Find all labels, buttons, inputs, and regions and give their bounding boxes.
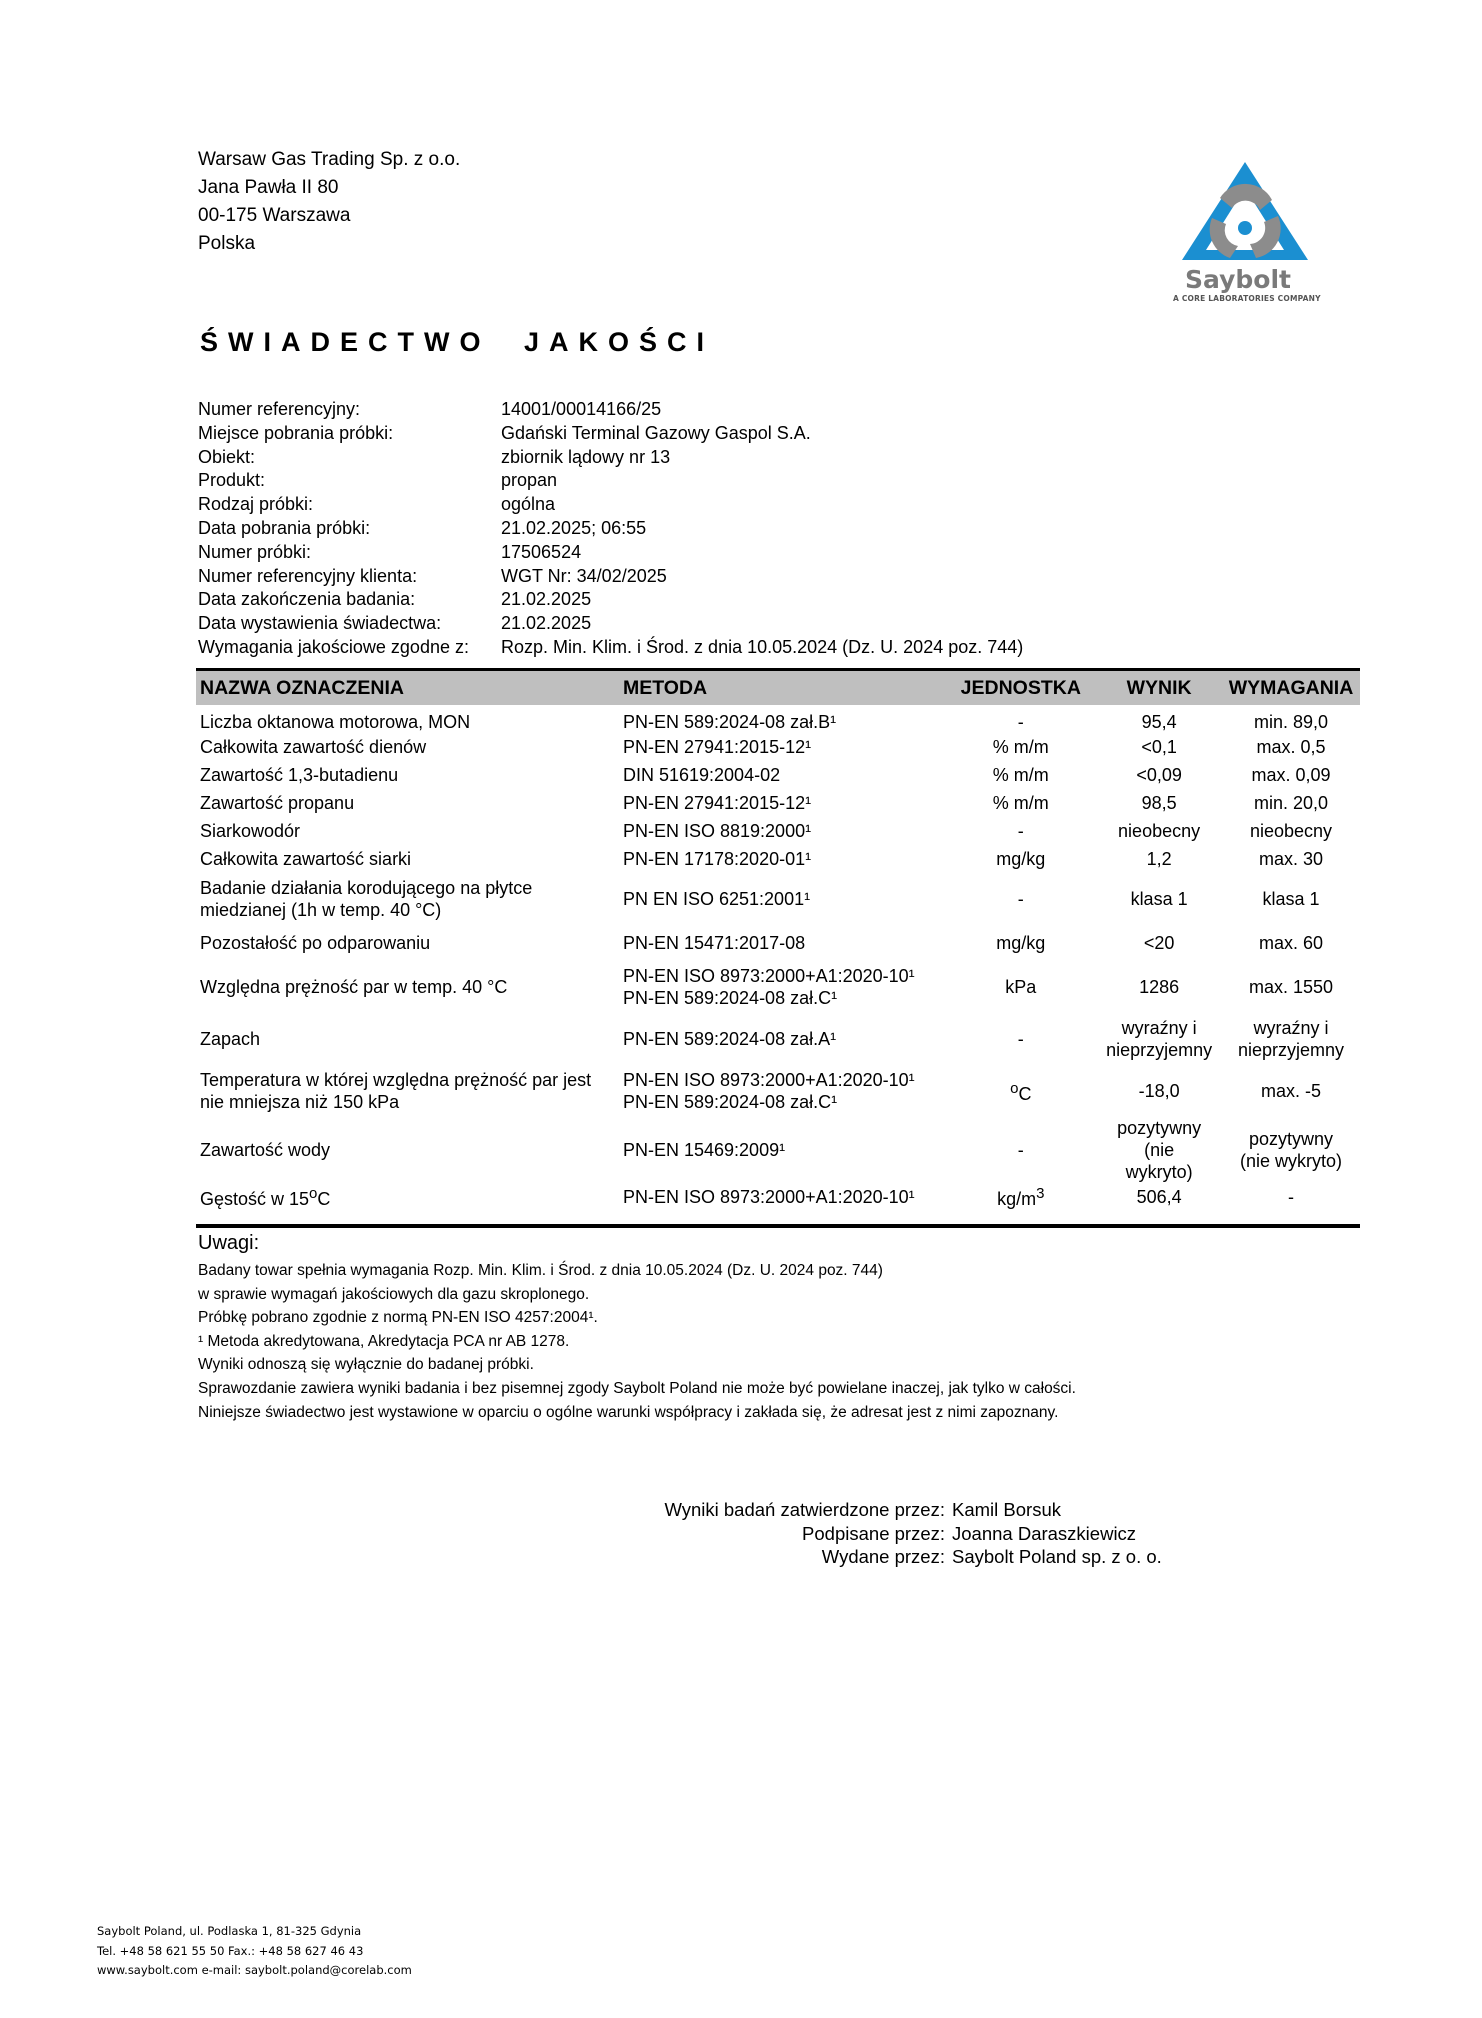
saybolt-triangle-icon [1160, 158, 1330, 270]
signature-label: Wydane przez: [821, 1546, 945, 1567]
test-name-line: nie mniejsza niż 150 kPa [200, 1092, 400, 1112]
test-result: 1286 [1139, 977, 1180, 997]
name-text: Gęstość w 15 [200, 1189, 310, 1209]
table-row [196, 873, 1360, 925]
test-name [196, 873, 619, 925]
test-method: PN-EN ISO 8819:2000¹ [622, 821, 812, 841]
meta-label: Numer próbki: [198, 541, 312, 562]
meta-value: propan [501, 470, 558, 491]
requirement-line: (nie wykryto) [1240, 1151, 1343, 1171]
unit-superscript: o [1010, 1079, 1019, 1097]
test-unit: - [1017, 889, 1024, 909]
remark-line: Badany towar spełnia wymagania Rozp. Min. Klim. i Środ. z dnia 10.05.2024 (Dz. U. 2024 poz. 744) [198, 1262, 883, 1279]
test-name: Zapach [200, 1029, 261, 1049]
test-unit: % m/m [992, 737, 1049, 757]
test-name: Zawartość 1,3-butadienu [200, 765, 399, 785]
test-result: <20 [1143, 933, 1175, 953]
meta-value: Gdański Terminal Gazowy Gaspol S.A. [501, 422, 811, 443]
requirement-line: wyraźny i [1253, 1018, 1329, 1038]
meta-label: Rodzaj próbki: [198, 494, 314, 515]
meta-value: zbiornik lądowy nr 13 [501, 446, 671, 467]
remark-line: Niniejsze świadectwo jest wystawione w oparciu o ogólne warunki współpracy i zakłada się, że adresat jest z nimi zapoznany. [198, 1403, 1059, 1421]
test-requirement: max. 30 [1259, 849, 1324, 869]
meta-label: Produkt: [198, 470, 266, 491]
meta-value: 21.02.2025 [501, 589, 592, 610]
meta-label: Data pobrania próbki: [198, 517, 371, 538]
meta-label: Data zakończenia badania: [198, 589, 416, 610]
table-row [196, 761, 1360, 789]
result-line: nieprzyjemny [1106, 1040, 1213, 1060]
remark-line: ¹ Metoda akredytowana, Akredytacja PCA nr AB 1278. [198, 1332, 570, 1350]
signature-values [952, 1498, 1162, 1569]
meta-value: 21.02.2025; 06:55 [501, 517, 647, 538]
test-method: PN-EN 17178:2020-01¹ [622, 849, 812, 869]
test-unit: % m/m [992, 765, 1049, 785]
test-method: PN-EN 15469:2009¹ [622, 1140, 786, 1160]
test-method: PN-EN 589:2024-08 zał.B¹ [622, 712, 837, 732]
test-name: Względna prężność par w temp. 40 °C [200, 977, 508, 997]
test-result: klasa 1 [1130, 889, 1188, 909]
test-result: 1,2 [1146, 849, 1172, 869]
saybolt-logo [1160, 158, 1330, 308]
table-row [196, 705, 1360, 733]
meta-value: ogólna [501, 494, 556, 515]
test-name-line: Temperatura w której względna prężność par jest [200, 1070, 592, 1090]
test-result: -18,0 [1138, 1081, 1180, 1101]
test-method: PN EN ISO 6251:2001¹ [622, 889, 811, 909]
test-method: PN-EN 27941:2015-12¹ [622, 737, 812, 757]
test-unit: - [1017, 821, 1024, 841]
table-row [196, 961, 1360, 1013]
signature-label: Wyniki badań zatwierdzone przez: [664, 1499, 945, 1520]
test-unit: mg/kg [996, 933, 1046, 953]
test-name [196, 1183, 619, 1226]
address-line: 00-175 Warszawa [198, 205, 351, 226]
signature-value: Kamil Borsuk [952, 1499, 1061, 1520]
signature-value: Joanna Daraszkiewicz [952, 1522, 1137, 1544]
test-unit: - [1017, 712, 1024, 732]
column-header: NAZWA OZNACZENIA [196, 670, 619, 706]
meta-label: Wymagania jakościowe zgodne z: [198, 636, 469, 657]
test-requirement: nieobecny [1249, 821, 1333, 841]
method-line: PN-EN ISO 8973:2000+A1:2020-10¹ [622, 966, 915, 986]
recipient-address [198, 146, 460, 258]
test-requirement [1222, 1013, 1360, 1065]
signature-value: Saybolt Poland sp. z o. o. [952, 1546, 1162, 1567]
name-text: C [317, 1189, 331, 1209]
signature-labels [640, 1498, 945, 1569]
table-row [196, 789, 1360, 817]
unit-text: C [1018, 1083, 1032, 1104]
test-requirement: min. 89,0 [1253, 712, 1329, 732]
method-line: PN-EN 589:2024-08 zał.C¹ [622, 988, 838, 1008]
table-row [196, 733, 1360, 761]
meta-label: Miejsce pobrania próbki: [198, 422, 394, 443]
footer-line: Tel. +48 58 621 55 50 Fax.: +48 58 627 46 43 [97, 1943, 364, 1958]
remarks-section [198, 1232, 1076, 1424]
meta-value: 21.02.2025 [501, 613, 592, 634]
remarks-heading: Uwagi: [198, 1232, 260, 1254]
test-name: Pozostałość po odparowaniu [200, 933, 431, 953]
table-row [196, 1183, 1360, 1226]
test-result: <0,09 [1136, 765, 1182, 785]
meta-label: Data wystawienia świadectwa: [198, 613, 442, 634]
remark-line: Wyniki odnoszą się wyłącznie do badanej próbki. [198, 1356, 534, 1374]
test-name: Siarkowodór [200, 821, 301, 841]
test-result: nieobecny [1118, 821, 1201, 841]
test-unit [945, 1065, 1096, 1117]
test-unit: % m/m [992, 793, 1049, 813]
test-method: DIN 51619:2004-02 [622, 765, 781, 785]
test-name: Całkowita zawartość siarki [200, 849, 412, 869]
test-requirement: - [1222, 1183, 1360, 1226]
document-title: ŚWIADECTWO JAKOŚCI [200, 327, 715, 357]
results-table [196, 668, 1360, 1228]
test-method [619, 1065, 945, 1117]
requirement-line: pozytywny [1248, 1129, 1334, 1149]
table-row [196, 845, 1360, 873]
test-unit: - [1017, 1140, 1024, 1160]
result-line: wykryto) [1125, 1162, 1193, 1182]
remark-line: Sprawozdanie zawiera wyniki badania i bez pisemnej zgody Saybolt Poland nie może być powielane inaczej, jak tylko w całości. [198, 1379, 1076, 1397]
address-line: Polska [198, 233, 256, 254]
test-unit: kPa [1005, 977, 1037, 997]
result-line: wyraźny i [1121, 1018, 1197, 1038]
test-requirement: max. 60 [1259, 933, 1324, 953]
remark-line: w sprawie wymagań jakościowych dla gazu skroplonego. [198, 1285, 590, 1303]
test-requirement: max. 1550 [1248, 977, 1334, 997]
page-footer [97, 1922, 412, 1981]
test-method: PN-EN 27941:2015-12¹ [622, 793, 812, 813]
test-unit: - [1017, 1029, 1024, 1049]
meta-label: Obiekt: [198, 446, 256, 467]
test-requirement: max. 0,09 [1251, 765, 1331, 785]
test-result: 95,4 [1141, 712, 1177, 732]
meta-value: Rozp. Min. Klim. i Środ. z dnia 10.05.2024 (Dz. U. 2024 poz. 744) [501, 636, 1024, 657]
table-header-row [196, 670, 1360, 706]
test-result: 98,5 [1141, 793, 1177, 813]
test-method: PN-EN ISO 8973:2000+A1:2020-10¹ [619, 1183, 945, 1226]
method-line: PN-EN ISO 8973:2000+A1:2020-10¹ [622, 1070, 915, 1090]
test-name: Zawartość propanu [200, 793, 355, 813]
meta-value: 14001/00014166/25 [501, 399, 662, 419]
test-unit [945, 1183, 1096, 1226]
test-name-line: miedzianej (1h w temp. 40 °C) [200, 900, 442, 920]
test-requirement: klasa 1 [1262, 889, 1320, 909]
column-header: METODA [619, 670, 945, 706]
meta-label: Numer referencyjny klienta: [198, 565, 418, 586]
test-result: 506,4 [1096, 1183, 1222, 1226]
test-name: Zawartość wody [200, 1140, 331, 1160]
test-result [1096, 1013, 1222, 1065]
remark-line: Próbkę pobrano zgodnie z normą PN-EN ISO 4257:2004¹. [198, 1309, 598, 1327]
unit-text: kg/m [997, 1189, 1037, 1209]
test-result: <0,1 [1141, 737, 1177, 757]
result-line: pozytywny (nie [1117, 1118, 1202, 1160]
column-header: WYNIK [1096, 670, 1222, 706]
test-requirement [1222, 1117, 1360, 1183]
test-method: PN-EN 589:2024-08 zał.A¹ [622, 1029, 837, 1049]
footer-line: www.saybolt.com e-mail: saybolt.poland@corelab.com [97, 1963, 412, 1977]
column-header: WYMAGANIA [1222, 670, 1360, 706]
test-requirement: max. 0,5 [1256, 737, 1326, 757]
table-row [196, 1065, 1360, 1117]
unit-superscript: 3 [1036, 1185, 1045, 1202]
test-result [1096, 1117, 1222, 1183]
test-unit: mg/kg [996, 849, 1046, 869]
logo-tagline: A CORE LABORATORIES COMPANY [1173, 294, 1321, 303]
meta-value: 17506524 [501, 541, 582, 562]
test-name [196, 1065, 619, 1117]
address-line: Jana Pawła II 80 [198, 177, 339, 198]
signature-label: Podpisane przez: [802, 1522, 945, 1544]
test-method [619, 961, 945, 1013]
logo-brand: Saybolt [1185, 265, 1291, 294]
table-row [196, 817, 1360, 845]
test-requirement: min. 20,0 [1253, 793, 1329, 813]
column-header: JEDNOSTKA [945, 670, 1096, 706]
meta-value: WGT Nr: 34/02/2025 [501, 565, 667, 586]
test-requirement: max. -5 [1261, 1081, 1322, 1101]
method-line: PN-EN 589:2024-08 zał.C¹ [622, 1092, 838, 1112]
footer-line: Saybolt Poland, ul. Podlaska 1, 81-325 Gdynia [97, 1924, 362, 1938]
table-row [196, 1117, 1360, 1183]
address-line: Warsaw Gas Trading Sp. z o.o. [198, 149, 461, 170]
table-row [196, 925, 1360, 961]
test-method: PN-EN 15471:2017-08 [622, 933, 806, 953]
table-row [196, 1013, 1360, 1065]
meta-label: Numer referencyjny: [198, 399, 361, 419]
test-name: Liczba oktanowa motorowa, MON [200, 712, 471, 732]
requirement-line: nieprzyjemny [1237, 1040, 1345, 1060]
test-name-line: Badanie działania korodującego na płytce [200, 878, 533, 898]
test-name: Całkowita zawartość dienów [200, 737, 427, 757]
name-superscript: o [309, 1185, 318, 1202]
